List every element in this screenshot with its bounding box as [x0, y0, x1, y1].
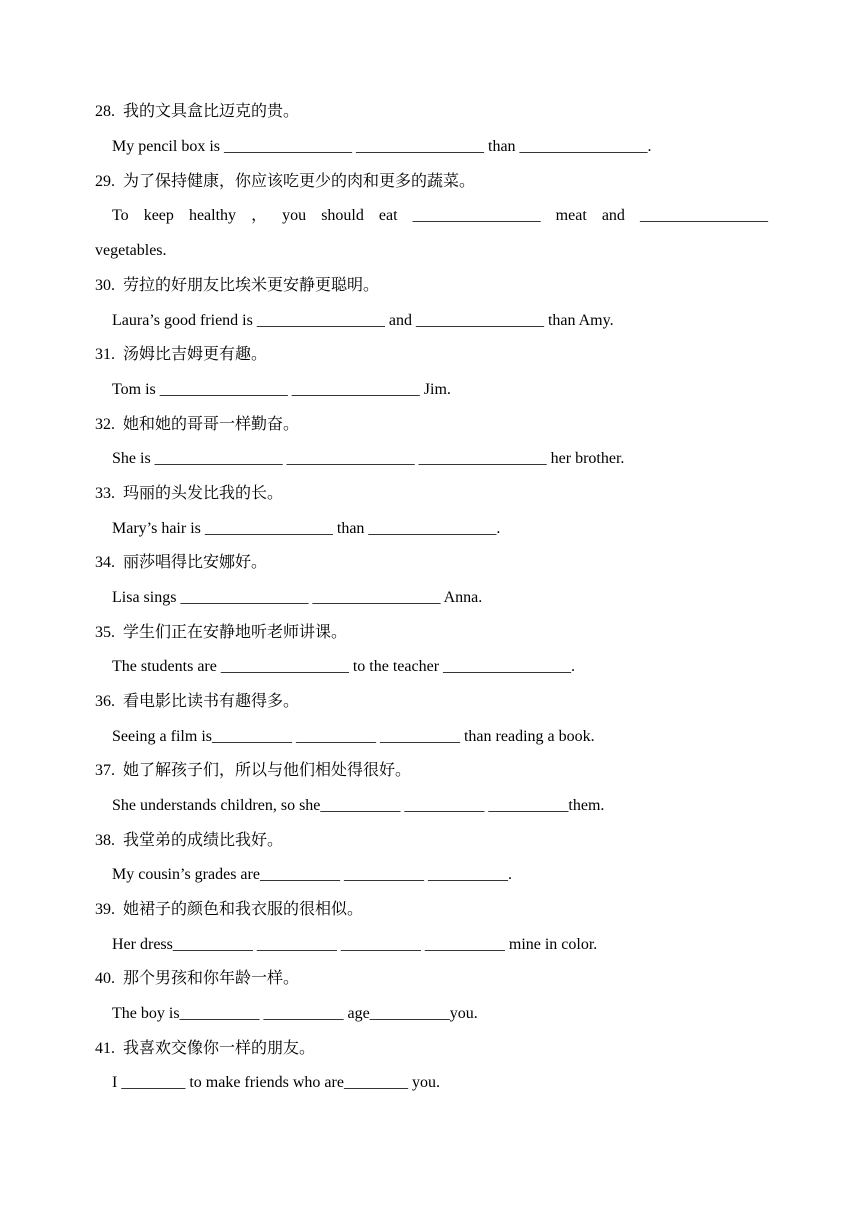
question-40: 40. 那个男孩和你年龄一样。	[95, 970, 300, 987]
answer-38: My cousin’s grades are__________ __________ __________.	[112, 866, 512, 883]
question-36: 36. 看电影比读书有趣得多。	[95, 693, 300, 710]
answer-29-word: eat	[378, 207, 398, 224]
question-38: 38. 我堂弟的成绩比我好。	[95, 832, 284, 849]
answer-29-word: healthy	[188, 207, 237, 224]
answer-37: She understands children, so she__________ __________ __________them.	[112, 797, 605, 814]
question-34: 34. 丽莎唱得比安娜好。	[95, 554, 268, 571]
answer-39: Her dress__________ __________ __________ __________ mine in color.	[112, 936, 598, 953]
answer-29-word: ，	[251, 207, 268, 224]
answer-32: She is ________________ ________________ ________________ her brother.	[112, 450, 625, 467]
answer-29-continued: vegetables.	[95, 242, 167, 259]
answer-29	[112, 206, 768, 226]
question-28: 28. 我的文具盒比迈克的贵。	[95, 103, 300, 120]
answer-36: Seeing a film is__________ __________ __________ than reading a book.	[112, 728, 595, 745]
question-31: 31. 汤姆比吉姆更有趣。	[95, 346, 268, 363]
answer-40: The boy is__________ __________ age__________you.	[112, 1005, 478, 1022]
answer-29-word: should	[321, 207, 364, 224]
answer-28: My pencil box is ________________ ________________ than ________________.	[112, 138, 652, 155]
answer-34: Lisa sings ________________ ________________ Anna.	[112, 589, 483, 606]
answer-29-blank: ________________	[639, 207, 768, 224]
answer-30: Laura’s good friend is ________________ and ________________ than Amy.	[112, 312, 614, 329]
question-37: 37. 她了解孩子们，所以与他们相处得很好。	[95, 762, 412, 779]
question-30: 30. 劳拉的好朋友比埃米更安静更聪明。	[95, 277, 380, 294]
answer-29-word: To	[112, 207, 129, 224]
answer-35: The students are ________________ to the teacher ________________.	[112, 658, 576, 675]
answer-31: Tom is ________________ ________________ Jim.	[112, 381, 451, 398]
answer-33: Mary’s hair is ________________ than ________________.	[112, 520, 501, 537]
answer-29-word: meat	[555, 207, 587, 224]
question-29: 29. 为了保持健康，你应该吃更少的肉和更多的蔬菜。	[95, 173, 476, 190]
question-33: 33. 玛丽的头发比我的长。	[95, 485, 284, 502]
question-32: 32. 她和她的哥哥一样勤奋。	[95, 416, 300, 433]
answer-29-word: you	[282, 207, 307, 224]
answer-29-word: and	[601, 207, 625, 224]
question-35: 35. 学生们正在安静地听老师讲课。	[95, 624, 348, 641]
answer-29-word: keep	[143, 207, 174, 224]
question-41: 41. 我喜欢交像你一样的朋友。	[95, 1040, 316, 1057]
question-39: 39. 她裙子的颜色和我衣服的很相似。	[95, 901, 364, 918]
answer-41: I ________ to make friends who are________ you.	[112, 1074, 440, 1091]
answer-29-blank: ________________	[412, 207, 541, 224]
